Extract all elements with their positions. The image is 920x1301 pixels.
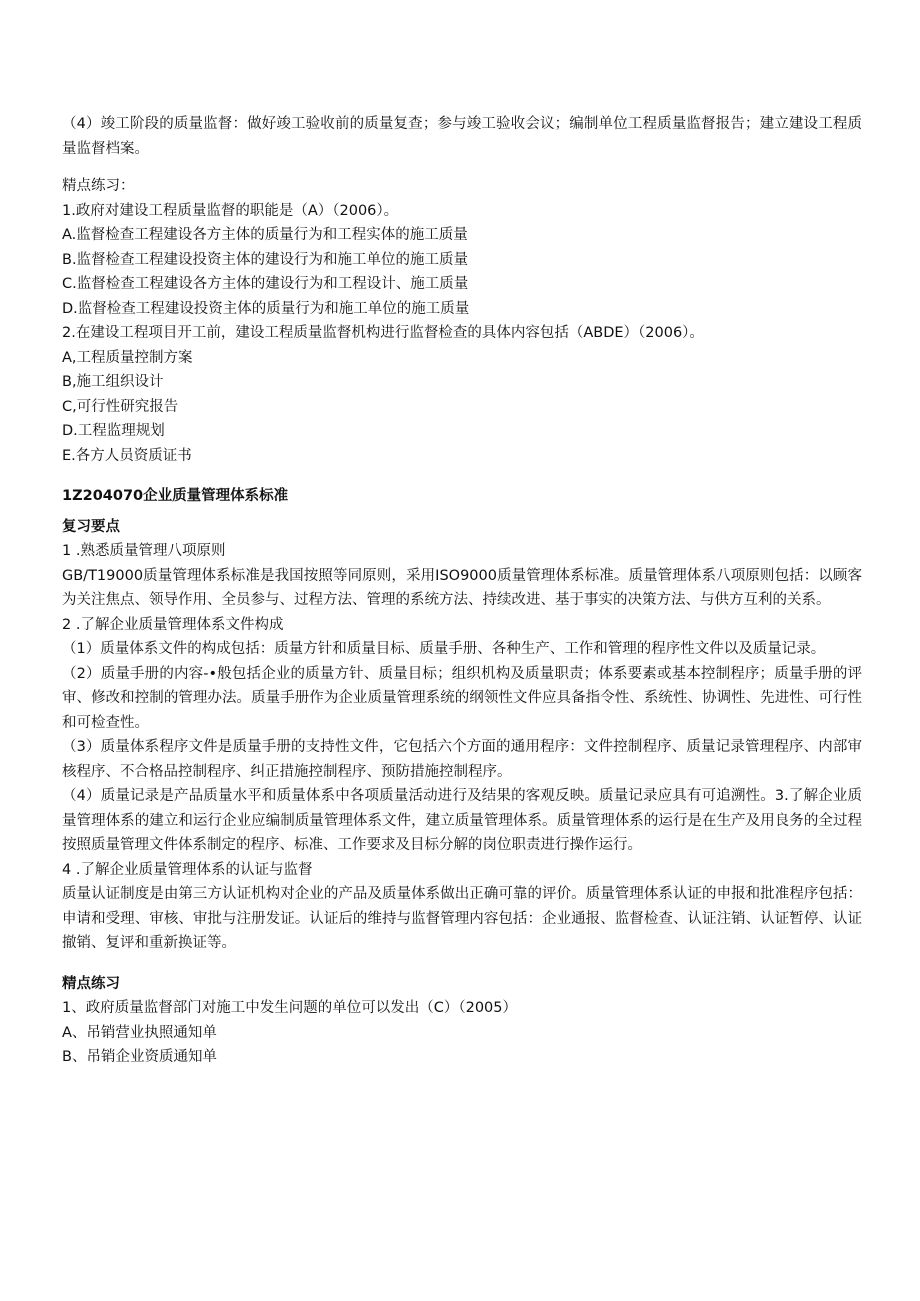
point-4-title: 4 .了解企业质量管理体系的认证与监督 [62,861,313,878]
document-page [62,112,862,1070]
section-title: 1Z204070企业质量管理体系标准 [62,488,289,504]
question-2-stem: 2.在建设工程项目开工前，建设工程质量监督机构进行监督检查的具体内容包括（ABDE）（2006）。 [62,325,704,341]
question-1-option-d: D.监督检查工程建设投资主体的质量行为和施工单位的施工质量 [62,300,470,317]
point-2-item-4: （4）质量记录是产品质量水平和质量体系中各项质量活动进行及结果的客观反映。质量记录应具有可追溯性。3.了解企业质量管理体系的建立和运行企业应编制质量管理体系文件，建立质量管理体系。质量管理体系的运行是在生产及用良务的全过程按照质量管理文件体系制定的程序、标准、工作要求及目标分解的岗位职责进行操作运行。 [62,788,862,853]
point-2-title: 2 .了解企业质量管理体系文件构成 [62,616,284,633]
point-2-item-1: （1）质量体系文件的构成包括：质量方针和质量目标、质量手册、各种生产、工作和管理的程序性文件以及质量记录。 [62,641,826,657]
practice-title: 精点练习： [62,178,135,194]
question-2-option-e: E.各方人员资质证书 [62,447,192,464]
point-1-title: 1 .熟悉质量管理八项原则 [62,543,226,559]
practice-2-question-1-stem: 1、政府质量监督部门对施工中发生问题的单位可以发出（C）（2005） [62,1000,517,1016]
question-1-option-a: A.监督检查工程建设各方主体的质量行为和工程实体的施工质量 [62,227,468,243]
practice-2-question-1-option-b: B、吊销企业资质通知单 [62,1049,217,1065]
question-1-option-b: B.监督检查工程建设投资主体的建设行为和施工单位的施工质量 [62,251,469,268]
question-2-option-d: D.工程监理规划 [62,423,165,439]
completion-stage-paragraph: （4）竣工阶段的质量监督：做好竣工验收前的质量复查；参与竣工验收会议；编制单位工程质量监督报告；建立建设工程质量监督档案。 [62,116,862,157]
review-points-title: 复习要点 [62,518,120,535]
point-1-body: GB/T19000质量管理体系标准是我国按照等同原则，采用ISO9000质量管理体系标准。质量管理体系八项原则包括：以顾客为关注焦点、领导作用、全员参与、过程方法、管理的系统方法、持续改进、基于事实的决策方法、与供方互利的关系。 [62,567,862,608]
question-2-option-c: C,可行性研究报告 [62,398,179,415]
question-1-option-c: C.监督检查工程建设各方主体的建设行为和工程设计、施工质量 [62,276,469,292]
practice-2-question-1-option-a: A、吊销营业执照通知单 [62,1024,217,1041]
question-1-stem: 1.政府对建设工程质量监督的职能是（A）（2006）。 [62,202,399,219]
question-2-option-b: B,施工组织设计 [62,374,164,390]
point-4-body: 质量认证制度是由第三方认证机构对企业的产品及质量体系做出正确可靠的评价。质量管理体系认证的申报和批准程序包括：申请和受理、审核、审批与注册发证。认证后的维持与监督管理内容包括：企业通报、监督检查、认证注销、认证暂停、认证撤销、复评和重新换证等。 [62,886,862,951]
practice-2-title: 精点练习 [62,975,120,992]
point-2-item-2: （2）质量手册的内容-•般包括企业的质量方针、质量目标；组织机构及质量职责；体系要素或基本控制程序；质量手册的评审、修改和控制的管理办法。质量手册作为企业质量管理系统的纲领性文件应具备指令性、系统性、协调性、先进性、可行性和可检查性。 [62,665,862,731]
point-2-item-3: （3）质量体系程序文件是质量手册的支持性文件，它包括六个方面的通用程序：文件控制程序、质量记录管理程序、内部审核程序、不合格品控制程序、纠正措施控制程序、预防措施控制程序。 [62,739,862,780]
question-2-option-a: A,工程质量控制方案 [62,349,193,366]
